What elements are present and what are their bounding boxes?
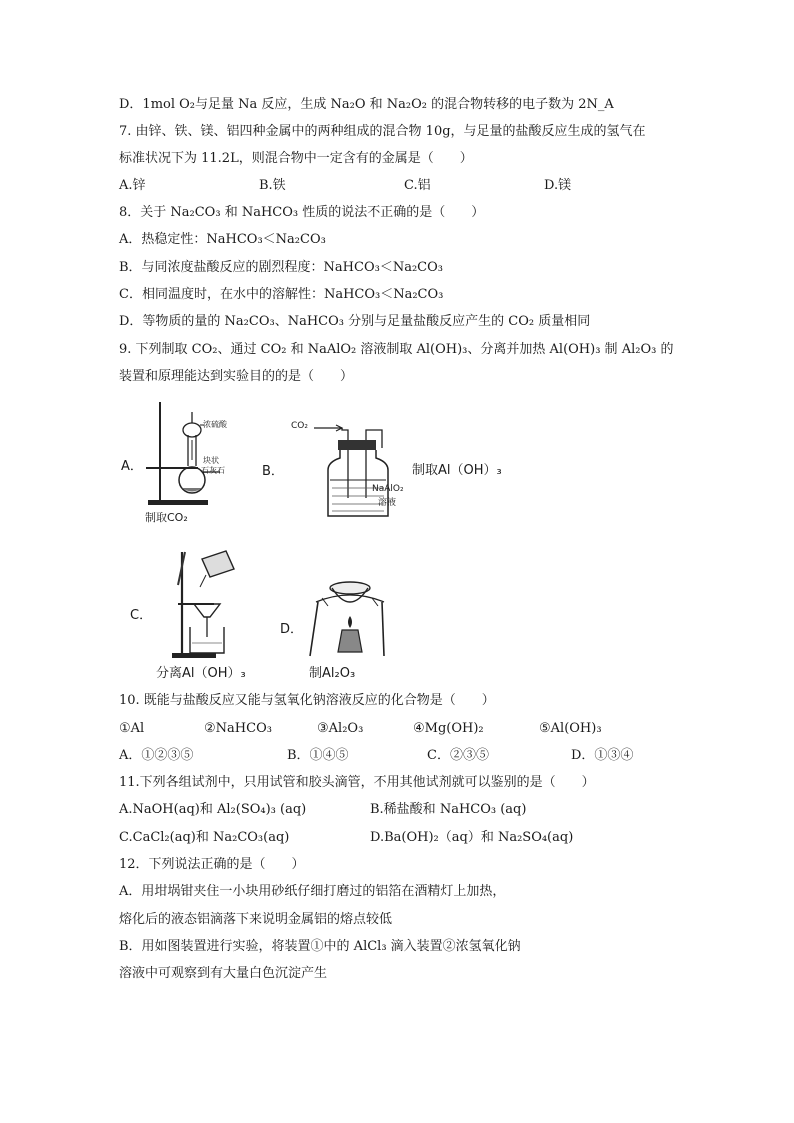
q9-stem: 9. 下列制取 CO₂、通过 CO₂ 和 NaAlO₂ 溶液制取 Al(OH)₃、分离并加热 Al(OH)₃ 制 Al₂O₃ 的: [119, 342, 674, 357]
q10-stem: 10. 既能与盐酸反应又能与氢氧化钠溶液反应的化合物是（ ）: [119, 693, 495, 708]
q7-option-c: C.铝: [404, 178, 431, 193]
q12-option-a-line2: 熔化后的液态铝滴落下来说明金属铝的熔点较低: [119, 912, 393, 927]
q10-option-c: C．②③⑤: [427, 748, 489, 763]
fig-d-caption: 制Al₂O₃: [309, 666, 356, 681]
q10-item-1: ①Al: [119, 721, 145, 736]
q10-item-4: ④Mg(OH)₂: [413, 721, 484, 736]
fig-a-letter: A．: [121, 459, 143, 474]
q12-option-b-line1: B．用如图装置进行实验，将装置①中的 AlCl₃ 滴入装置②浓氢氧化钠: [119, 939, 521, 954]
q8-option-c: C．相同温度时，在水中的溶解性：NaHCO₃＜Na₂CO₃: [119, 287, 444, 302]
q11-option-d: D.Ba(OH)₂（aq）和 Na₂SO₄(aq): [370, 830, 574, 845]
fig-a-solid-label2: 石灰石: [201, 466, 225, 475]
fig-a-solid-label1: 块状: [203, 456, 219, 465]
q11-option-c: C.CaCl₂(aq)和 Na₂CO₃(aq): [119, 830, 290, 845]
fig-d-heating: [306, 568, 386, 658]
fig-b-solution-label1: NaAlO₂: [372, 484, 404, 494]
fig-b-letter: B．: [262, 464, 284, 479]
q11-stem: 11.下列各组试剂中，只用试管和胶头滴管，不用其他试剂就可以鉴别的是（ ）: [119, 775, 595, 790]
q11-option-b: B.稀盐酸和 NaHCO₃ (aq): [370, 802, 527, 817]
fig-b-gas-label: CO₂: [291, 421, 308, 431]
q6-option-d: D．1mol O₂与足量 Na 反应，生成 Na₂O 和 Na₂O₂ 的混合物转移的电子数为 2N_A: [119, 97, 614, 112]
q8-stem: 8．关于 Na₂CO₃ 和 NaHCO₃ 性质的说法不正确的是（ ）: [119, 205, 485, 220]
fig-a-acid-label: 浓硫酸: [203, 420, 227, 429]
fig-c-filtration: [150, 547, 240, 659]
q10-option-a: A．①②③⑤: [119, 748, 194, 763]
q8-option-d: D．等物质的量的 Na₂CO₃、NaHCO₃ 分别与足量盐酸反应产生的 CO₂ 质量相同: [119, 314, 591, 329]
q10-item-3: ③Al₂O₃: [317, 721, 364, 736]
fig-b-solution-label2: 溶液: [378, 498, 397, 508]
q8-option-b: B．与同浓度盐酸反应的剧烈程度：NaHCO₃＜Na₂CO₃: [119, 260, 443, 275]
q7-option-b: B.铁: [259, 178, 286, 193]
q10-item-5: ⑤Al(OH)₃: [539, 721, 602, 736]
q10-option-d: D．①③④: [571, 748, 634, 763]
q7-stem: 7. 由锌、铁、镁、铝四种金属中的两种组成的混合物 10g，与足量的盐酸反应生成的氢气在: [119, 124, 646, 139]
fig-c-letter: C．: [130, 608, 153, 623]
fig-a-caption: 制取CO₂: [145, 511, 188, 524]
fig-b-caption: 制取Al（OH）₃: [412, 463, 502, 478]
fig-a-apparatus: [140, 400, 240, 510]
q7-stem-cont: 标准状况下为 11.2L，则混合物中一定含有的金属是（ ）: [119, 151, 473, 166]
q8-option-a: A．热稳定性：NaHCO₃＜Na₂CO₃: [119, 232, 326, 247]
fig-c-caption: 分离Al（OH）₃: [156, 666, 246, 681]
q12-option-a-line1: A．用坩埚钳夹住一小块用砂纸仔细打磨过的铝箔在酒精灯上加热，: [119, 884, 506, 899]
fig-d-letter: D．: [280, 622, 304, 637]
q9-stem-cont: 装置和原理能达到实验目的的是（ ）: [119, 369, 354, 384]
q10-item-2: ②NaHCO₃: [204, 721, 272, 736]
q12-stem: 12．下列说法正确的是（ ）: [119, 857, 305, 872]
q12-option-b-line2: 溶液中可观察到有大量白色沉淀产生: [119, 966, 328, 981]
q7-option-d: D.镁: [544, 178, 572, 193]
q10-option-b: B．①④⑤: [287, 748, 349, 763]
q11-option-a: A.NaOH(aq)和 Al₂(SO₄)₃ (aq): [119, 802, 307, 817]
q7-option-a: A.锌: [119, 178, 146, 193]
